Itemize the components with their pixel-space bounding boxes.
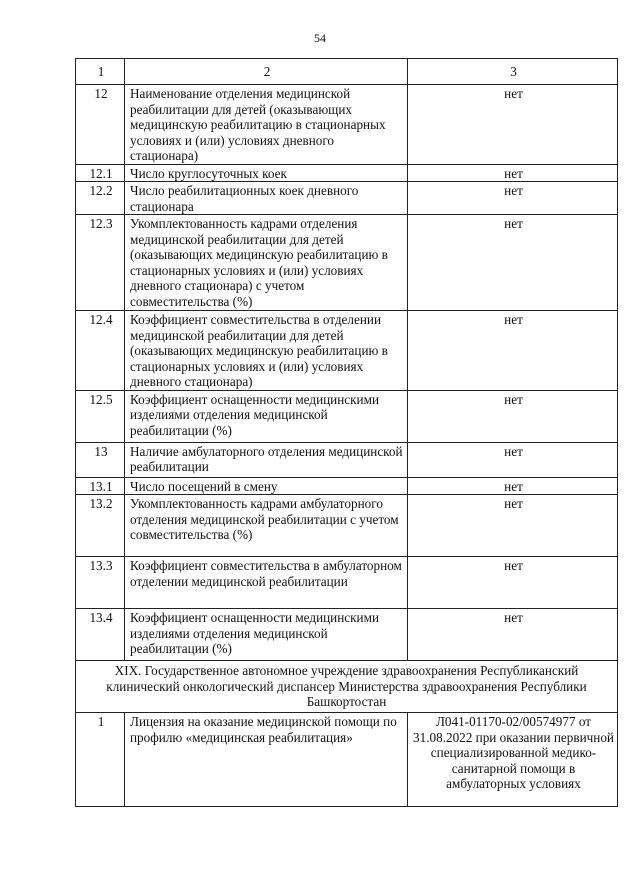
row-value: нет xyxy=(408,85,618,165)
table-row xyxy=(76,557,618,609)
row-number: 12.2 xyxy=(76,182,125,215)
row-value: нет xyxy=(408,557,618,609)
row-name: Число посещений в смену xyxy=(125,477,408,495)
row-value: нет xyxy=(408,182,618,215)
table-row xyxy=(76,609,618,661)
row-number: 13.1 xyxy=(76,477,125,495)
row-value: нет xyxy=(408,164,618,182)
row-number: 13.2 xyxy=(76,495,125,557)
table-row xyxy=(76,713,618,807)
row-name: Наименование отделения медицинской реабилитации для детей (оказывающих медицинскую реабилитацию в стационарных условиях и (или) условиях дневного стационара) xyxy=(125,85,408,165)
table-row xyxy=(76,215,618,311)
row-value: нет xyxy=(408,442,618,477)
row-name: Коэффициент оснащенности медицинскими изделиями отделения медицинской реабилитации (%) xyxy=(125,609,408,661)
header-cell: 1 xyxy=(76,59,125,85)
row-name: Коэффициент совместительства в отделении медицинской реабилитации для детей (оказывающих медицинскую реабилитацию в стационарных условиях и (или) условиях дневного стационара) xyxy=(125,311,408,391)
data-table xyxy=(75,58,618,807)
header-cell: 2 xyxy=(125,59,408,85)
page-number: 54 xyxy=(314,31,326,45)
row-name: Число реабилитационных коек дневного стационара xyxy=(125,182,408,215)
table-row xyxy=(76,164,618,182)
row-name: Наличие амбулаторного отделения медицинской реабилитации xyxy=(125,442,408,477)
row-value: нет xyxy=(408,215,618,311)
row-value: нет xyxy=(408,495,618,557)
row-number: 12.5 xyxy=(76,390,125,442)
row-name: Лицензия на оказание медицинской помощи по профилю «медицинская реабилитация» xyxy=(125,713,408,807)
row-name: Число круглосуточных коек xyxy=(125,164,408,182)
header-cell: 3 xyxy=(408,59,618,85)
row-number: 13 xyxy=(76,442,125,477)
row-value: нет xyxy=(408,477,618,495)
row-value: нет xyxy=(408,390,618,442)
table-row xyxy=(76,311,618,391)
row-value: нет xyxy=(408,311,618,391)
table-row xyxy=(76,390,618,442)
table-row xyxy=(76,182,618,215)
row-name: Укомплектованность кадрами отделения медицинской реабилитации для детей (оказывающих медицинскую реабилитацию в стационарных условиях и (или) условиях дневного стационара) с учетом совместительства (%) xyxy=(125,215,408,311)
row-name: Коэффициент совместительства в амбулаторном отделении медицинской реабилитации xyxy=(125,557,408,609)
section-header-row xyxy=(76,661,618,713)
row-value: нет xyxy=(408,609,618,661)
row-number: 13.4 xyxy=(76,609,125,661)
row-number: 13.3 xyxy=(76,557,125,609)
table-row xyxy=(76,477,618,495)
row-number: 12.1 xyxy=(76,164,125,182)
row-name: Коэффициент оснащенности медицинскими изделиями отделения медицинской реабилитации (%) xyxy=(125,390,408,442)
row-number: 12.3 xyxy=(76,215,125,311)
row-number: 12 xyxy=(76,85,125,165)
section-title: XIX. Государственное автономное учреждение здравоохранения Республиканский клинический онкологический диспансер Министерства здравоохранения Республики Башкортостан xyxy=(76,661,618,713)
row-value: Л041-01170-02/00574977 от 31.08.2022 при оказании первичной специализированной медико-санитарной помощи в амбулаторных условиях xyxy=(408,713,618,807)
row-number: 1 xyxy=(76,713,125,807)
row-number: 12.4 xyxy=(76,311,125,391)
table-row xyxy=(76,442,618,477)
table-row xyxy=(76,85,618,165)
row-name: Укомплектованность кадрами амбулаторного отделения медицинской реабилитации с учетом совместительства (%) xyxy=(125,495,408,557)
table-row xyxy=(76,495,618,557)
table-header-row xyxy=(76,59,618,85)
